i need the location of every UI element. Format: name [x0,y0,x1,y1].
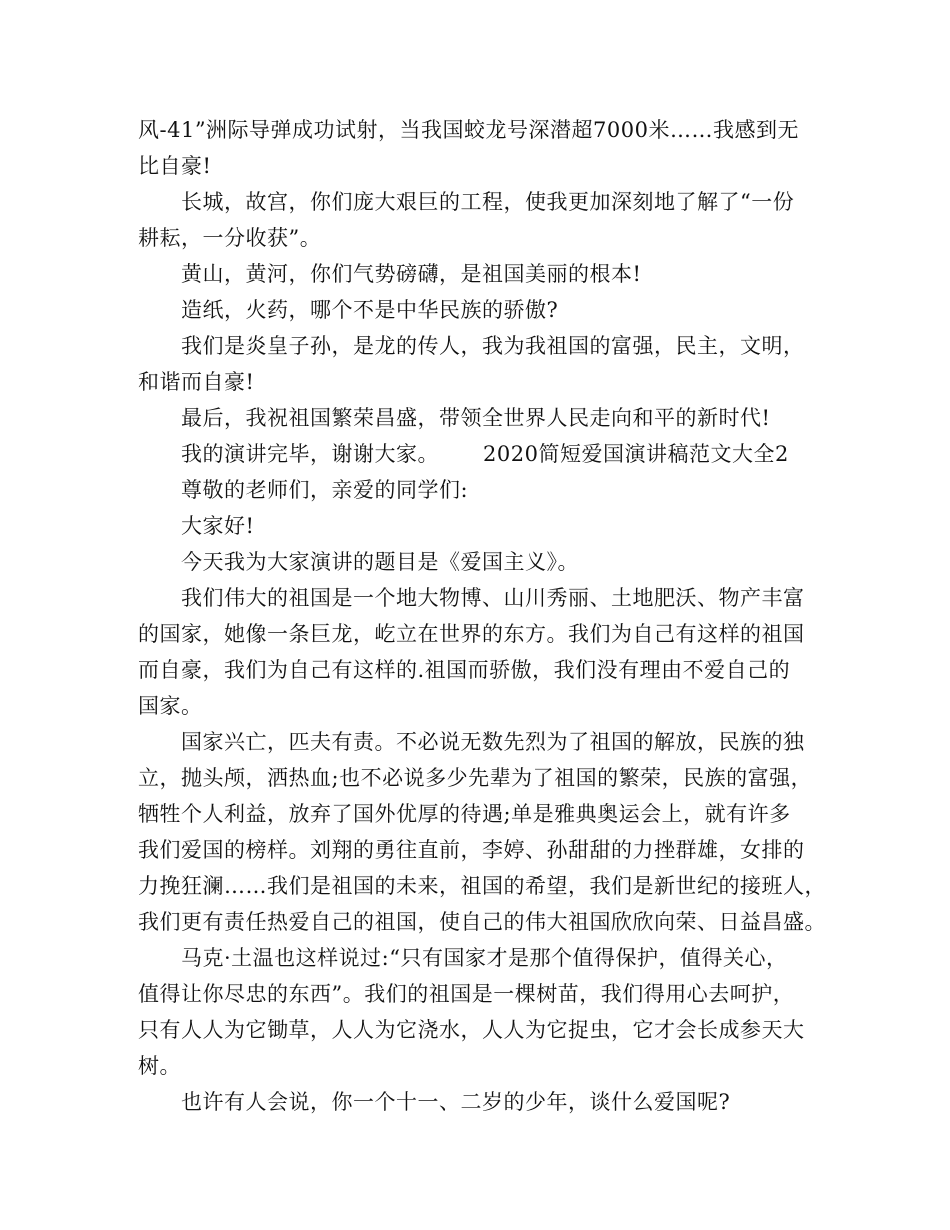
text-line: 风-41”洲际导弹成功试射，当我国蛟龙号深潜超7000米……我感到无 [138,118,799,142]
text-line: 力挽狂澜……我们是祖国的未来，祖国的希望，我们是新世纪的接班人， [138,874,826,898]
text-line: 立，抛头颅，洒热血;也不必说多少先辈为了祖国的繁荣，民族的富强， [138,766,813,790]
text-line: 比自豪! [138,154,212,178]
text-line: 尊敬的老师们，亲爱的同学们: [181,478,469,502]
text-line: 而自豪，我们为自己有这样的.祖国而骄傲，我们没有理由不爱自己的 [138,658,791,682]
text-line: 我们更有责任热爱自己的祖国，使自己的伟大祖国欣欣向荣、日益昌盛。 [138,910,826,934]
text-line: 我们是炎皇子孙，是龙的传人，我为我祖国的富强，民主，文明， [181,334,805,358]
text-line: 值得让你尽忠的东西”。我们的祖国是一棵树苗，我们得用心去呵护， [138,982,795,1006]
text-line: 国家兴亡，匹夫有责。不必说无数先烈为了祖国的解放，民族的独 [181,730,805,754]
text-line: 马克·土温也这样说过:“只有国家才是那个值得保护，值得关心， [181,946,788,970]
text-line: 我们爱国的榜样。刘翔的勇往直前，李婷、孙甜甜的力挫群雄，女排的 [138,838,805,862]
text-line: 我们伟大的祖国是一个地大物博、山川秀丽、土地肥沃、物产丰富 [181,586,805,610]
text-line: 长城，故宫，你们庞大艰巨的工程，使我更加深刻地了解了“一份 [181,190,795,214]
text-line: 的国家，她像一条巨龙，屹立在世界的东方。我们为自己有这样的祖国 [138,622,805,646]
text-line [138,436,814,472]
text-line: 也许有人会说，你一个十一、二岁的少年，谈什么爱国呢? [181,1090,731,1114]
text-line: 只有人人为它锄草，人人为它浇水，人人为它捉虫，它才会长成参天大 [138,1018,805,1042]
text-line: 今天我为大家演讲的题目是《爱国主义》。 [181,550,579,574]
document-body [138,112,826,1120]
text-line: 国家。 [138,694,203,718]
text-line: 树。 [138,1054,181,1078]
text-line: 耕耘，一分收获”。 [138,226,322,250]
section-heading: 2020简短爱国演讲稿范文大全2 [483,442,789,466]
text-line: 造纸，火药，哪个不是中华民族的骄傲? [181,298,559,322]
text-line: 大家好! [181,514,255,538]
text-line: 牺牲个人利益，放弃了国外优厚的待遇;单是雅典奥运会上，就有许多 [138,802,791,826]
text-line: 最后，我祝祖国繁荣昌盛，带领全世界人民走向和平的新时代! [181,406,771,430]
closing-remark: 我的演讲完毕，谢谢大家。 [181,442,439,466]
text-line: 黄山，黄河，你们气势磅礴，是祖国美丽的根本! [181,262,642,286]
text-line: 和谐而自豪! [138,370,255,394]
